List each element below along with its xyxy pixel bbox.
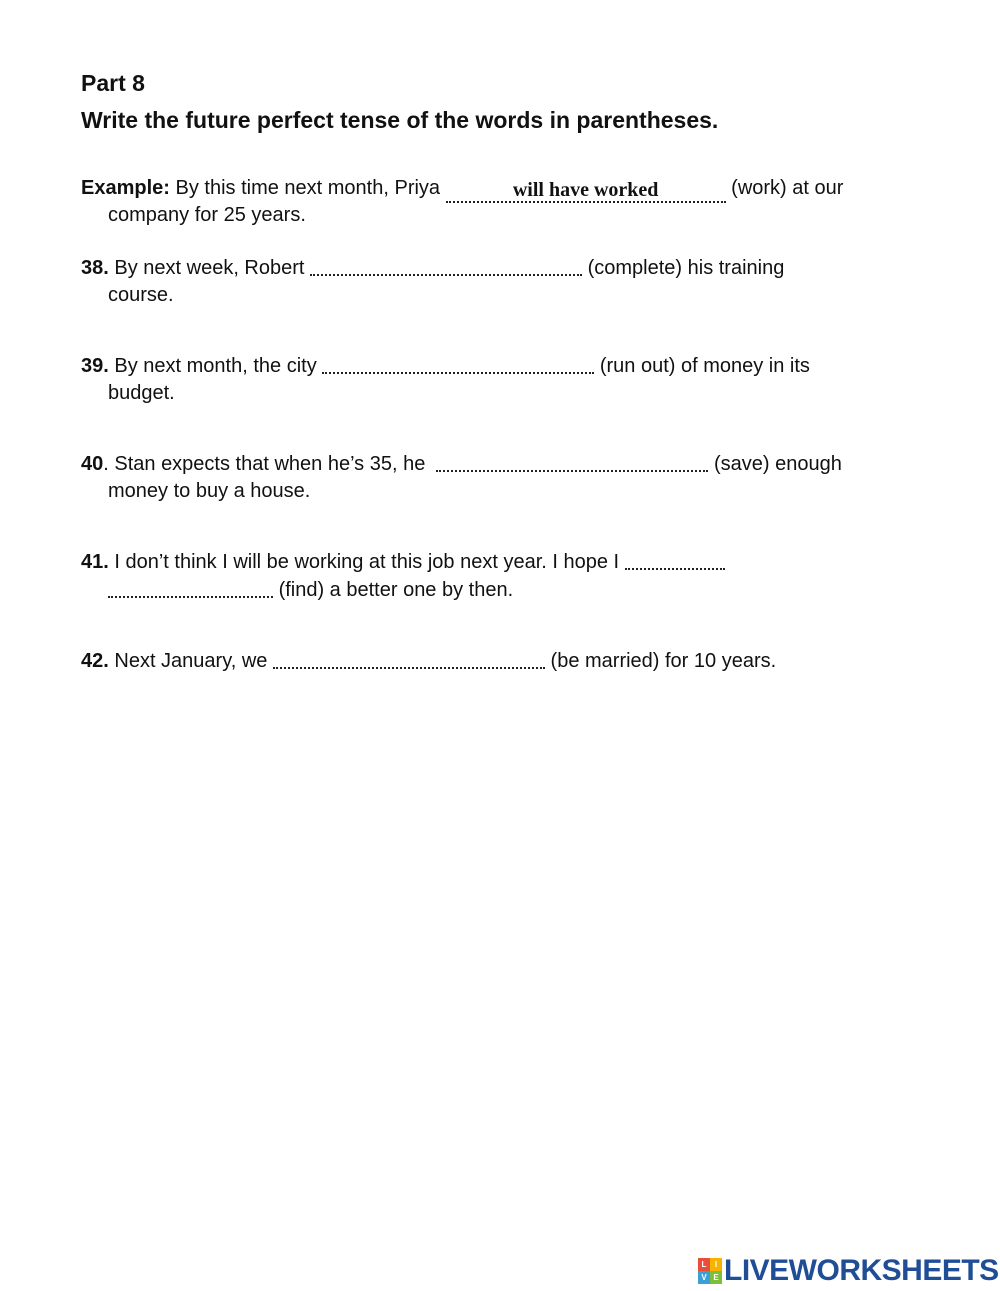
logo-letter-l: L [698,1258,710,1271]
question-41 [81,548,921,604]
answer-blank-41-part2[interactable] [108,578,273,598]
question-continuation: course. [108,284,174,306]
example-item [81,175,921,229]
question-number: 40 [81,453,104,475]
question-text-before: By next month, the city [114,355,317,377]
example-answer: will have worked [512,179,659,201]
liveworksheets-logo-icon [698,1258,722,1284]
question-number: 41. [81,551,109,573]
question-number: 42. [81,650,109,672]
answer-blank-39[interactable] [322,354,594,374]
question-text-after: (find) a better one by then. [278,579,514,601]
part-title: Part 8 [81,70,145,96]
logo-letter-e: E [710,1271,722,1284]
question-number: 38. [81,257,109,279]
example-label: Example: [81,177,170,199]
logo-letter-v: V [698,1271,710,1284]
question-text-before: By next week, Robert [114,257,305,279]
question-text-after: (save) enough [714,453,842,475]
liveworksheets-brand [698,1254,999,1288]
question-number: 39. [81,355,109,377]
logo-letter-i: I [710,1258,722,1271]
answer-blank-38[interactable] [310,256,582,276]
example-text-before: By this time next month, Priya [175,177,441,199]
example-answer-blank [446,179,726,203]
question-text-before: I don’t think I will be working at this job next year. I hope I [114,551,620,573]
answer-blank-40[interactable] [436,452,708,472]
question-text-after: (be married) for 10 years. [550,650,777,672]
question-40 [81,450,921,505]
example-text-after: (work) at our [731,177,844,199]
question-text-after: (run out) of money in its [599,355,810,377]
question-continuation: money to buy a house. [108,480,311,502]
answer-blank-42[interactable] [273,649,545,669]
instructions: Write the future perfect tense of the words in parentheses. [81,107,719,133]
question-text-before: Next January, we [114,650,268,672]
question-text-before: . Stan expects that when he’s 35, he [103,453,426,475]
answer-blank-41-part1[interactable] [625,550,725,570]
question-38 [81,254,921,309]
brand-name: LIVEWORKSHEETS [724,1254,999,1287]
example-continuation: company for 25 years. [108,204,306,226]
question-42 [81,647,921,675]
question-39 [81,352,921,407]
question-continuation: budget. [108,382,175,404]
question-text-after: (complete) his training [587,257,785,279]
